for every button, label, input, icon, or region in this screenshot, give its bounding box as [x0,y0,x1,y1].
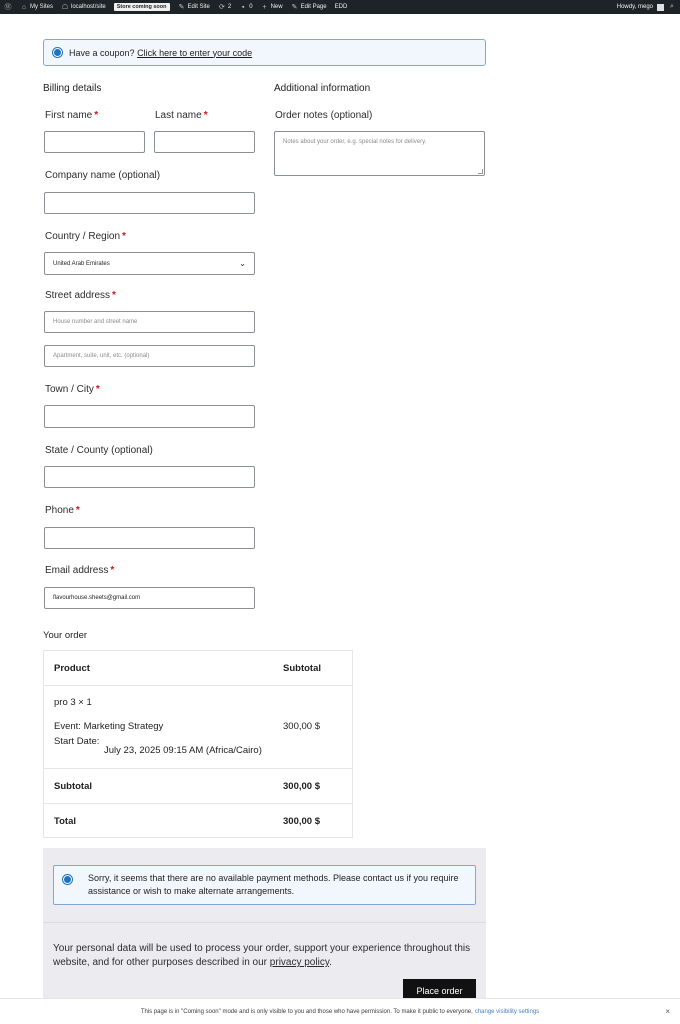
total-value: 300,00 $ [283,816,320,827]
place-order-button[interactable]: Place order [403,979,476,1002]
search-icon[interactable]: ⌕ [670,3,674,10]
required-mark: * [95,384,100,395]
subtotal-column-header: Subtotal [283,663,321,674]
my-sites-menu[interactable] [20,3,53,11]
country-value: United Arab Emirates [53,260,110,267]
site-name-label: localhost/site [71,4,106,10]
your-order-heading: Your order [43,630,88,641]
privacy-policy-link[interactable]: privacy policy [269,957,330,968]
edd-menu[interactable] [335,4,348,10]
email-input[interactable]: flavourhouse.sheets@gmail.com [44,587,255,609]
start-date-value: July 23, 2025 09:15 AM (Africa/Cairo) [104,745,262,756]
state-label: State / County (optional) [45,445,153,456]
coming-soon-text: This page is in "Coming soon" mode and is only visible to you and those who have permission. To make it public to everyone, [140,1008,473,1015]
home-icon: ☖ [61,4,69,11]
billing-details-heading: Billing details [43,83,102,94]
edit-page-link[interactable] [291,3,327,11]
line-total: 300,00 $ [283,721,320,732]
howdy-account[interactable]: Howdy, mego [616,4,653,10]
edit-site-label: Edit Site [187,4,210,10]
my-sites-label: My Sites [30,4,54,10]
total-label: Total [54,816,76,827]
required-mark: * [122,231,126,242]
country-select[interactable] [44,252,255,275]
required-mark: * [110,565,115,576]
coming-soon-banner [0,998,680,1024]
table-header-row [44,651,352,686]
last-name-label: Last name * [155,110,208,121]
new-content-menu[interactable] [261,3,283,11]
order-notes-label: Order notes (optional) [275,110,373,121]
no-payment-text: Sorry, it seems that there are no available payment methods. Please contact us if you require assistance or wish to make alternate arrangements. [88,873,459,896]
required-mark: * [75,505,80,516]
payment-section [43,848,486,1008]
new-label: New [270,4,283,10]
wordpress-logo[interactable] [4,3,12,11]
coupon-notice [43,39,486,66]
plus-icon: + [262,3,267,11]
close-icon[interactable]: × [665,1007,670,1016]
order-notes-textarea[interactable]: Notes about your order, e.g. special notes for delivery. [274,131,485,176]
store-coming-soon-badge[interactable]: Store coming soon [114,3,170,11]
street-address-label: Street address * [45,290,116,301]
required-mark: * [203,110,208,121]
pencil-icon: ✎ [291,4,298,11]
additional-info-heading: Additional information [274,83,371,94]
comments-link[interactable] [239,3,252,11]
city-input[interactable] [44,405,255,428]
resize-handle[interactable] [478,169,483,174]
product-name: pro 3 × 1 [54,697,92,708]
table-row [44,686,352,769]
admin-bar [0,0,680,14]
subtotal-value: 300,00 $ [283,781,320,792]
comments-count: 0 [249,4,253,10]
change-visibility-link[interactable]: change visibility settings [474,1008,540,1015]
phone-label: Phone * [45,505,80,516]
avatar[interactable] [657,4,664,11]
no-payment-methods-notice [53,865,476,905]
city-label: Town / City * [45,384,100,395]
edit-site-link[interactable] [178,3,210,11]
subtotal-row [44,769,352,804]
product-column-header: Product [54,663,90,674]
last-name-input[interactable] [154,131,255,153]
brush-icon: ✎ [178,4,185,11]
company-label: Company name (optional) [45,170,161,181]
first-name-label: First name * [45,110,99,121]
site-name-menu[interactable] [61,3,106,11]
privacy-policy-text: Your personal data will be used to process your order, support your experience throughout this website, and for other purposes described in our privacy policy. [53,943,471,968]
event-name: Event: Marketing Strategy [54,721,164,732]
updates-icon: ⟳ [218,4,225,11]
updates-link[interactable] [218,3,231,11]
subtotal-label: Subtotal [54,781,92,792]
coupon-link[interactable]: Click here to enter your code [137,47,253,58]
phone-input[interactable] [44,527,255,549]
info-icon [52,47,63,58]
required-mark: * [94,110,99,121]
wordpress-icon: Ⓦ [4,4,12,11]
updates-count: 2 [227,4,232,10]
start-date-label: Start Date: [54,736,100,747]
edd-label: EDD [334,4,348,10]
sites-icon: ⌂ [21,3,27,11]
company-input[interactable] [44,192,255,214]
apartment-input[interactable]: Apartment, suite, unit, etc. (optional) [44,345,255,367]
divider [43,922,486,923]
coupon-prefix: Have a coupon? [69,47,135,58]
street-address-input[interactable]: House number and street name [44,311,255,333]
order-review-table [43,650,353,838]
email-label: Email address * [45,565,115,576]
info-icon [62,874,73,885]
required-mark: * [112,290,116,301]
state-input[interactable] [44,466,255,488]
first-name-input[interactable] [44,131,145,153]
country-label: Country / Region * [45,231,126,242]
edit-page-label: Edit Page [300,4,327,10]
chevron-down-icon: ⌄ [239,259,246,268]
total-row [44,804,352,838]
comment-icon: ▪ [241,3,245,11]
